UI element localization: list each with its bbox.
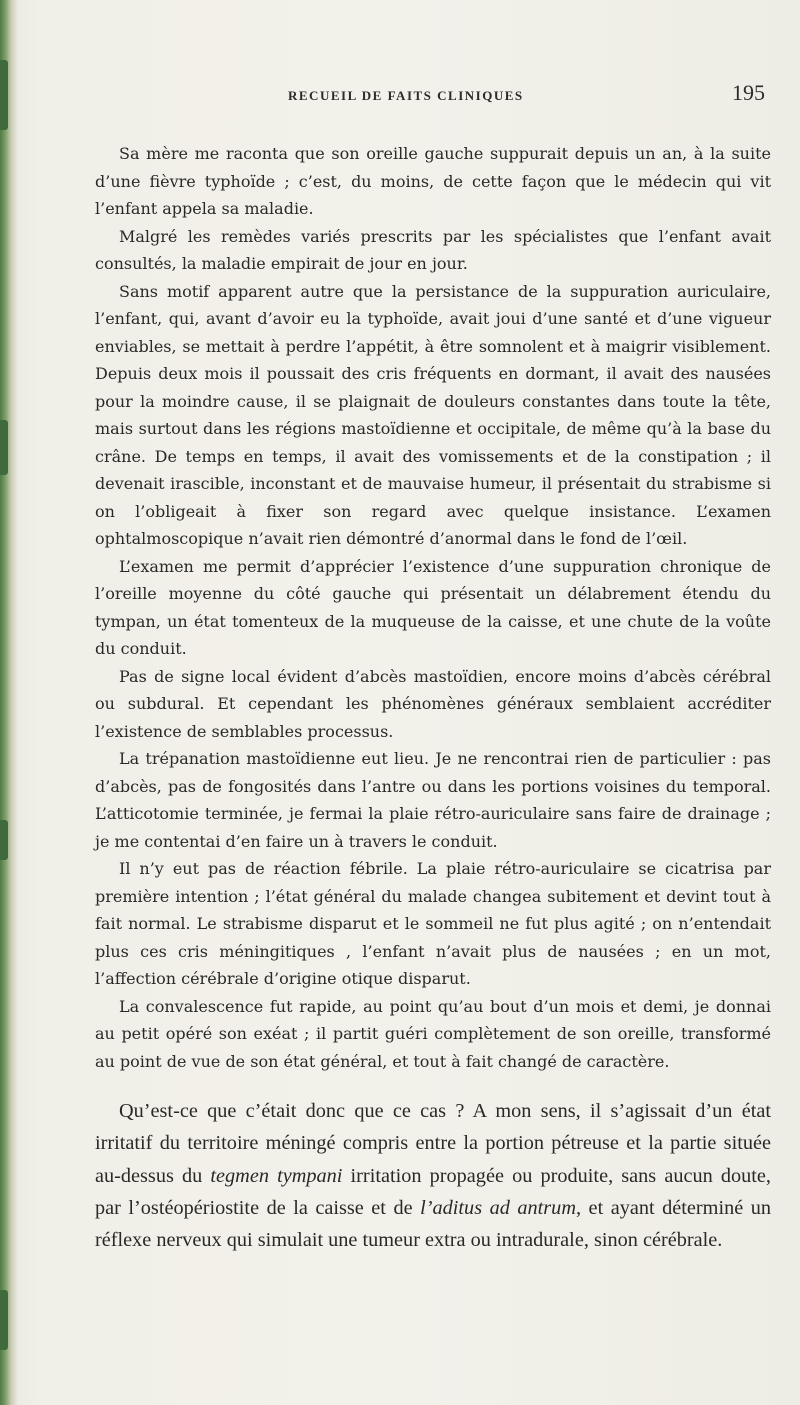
paragraph: La trépanation mastoïdienne eut lieu. Je ne rencontrai rien de particulier : pas d’abcès, pas de fongosités dans l’antre ou dans les portions voisines du temporal. L’atticotomie terminée, je fermai la plaie rétro-auriculaire sans faire de drainage ; je me contentai d’en faire un à travers le conduit. [95,749,771,851]
conclusion-paragraph [95,1095,771,1256]
conclusion-text: , et ayant déterminé un réflexe nerveux qui simulait une tumeur extra ou intradurale, sinon cérébrale. [95,1196,772,1252]
conclusion-text: Qu’est-ce que c’était donc que ce cas ? A mon sens, il s’agissait d’un état irritatif du territoire méningé compris entre la portion pétreuse et la partie située au-dessus du [95,1100,771,1187]
paragraph: La convalescence fut rapide, au point qu’au bout d’un mois et demi, je donnai au petit opéré son exéat ; il partit guéri complètement de son oreille, transformé au point de vue de son état général, et tout à fait changé de caractère. [95,996,771,1071]
paragraph: Il n’y eut pas de réaction fébrile. La plaie rétro-auriculaire se cicatrisa par première intention ; l’état général du malade changea subitement et devint tout à fait normal. Le strabisme disparut et le sommeil ne fut plus agité ; on n’entendait plus ces cris méningitiques , l’enfant n’avait plus de nausées ; en un mot, l’affection cérébrale d’origine otique disparut. [95,859,771,988]
page-header [95,80,771,110]
paragraph: Sans motif apparent autre que la persistance de la suppuration auriculaire, l’enfant, qui, avant d’avoir eu la typhoïde, avait joui d’une santé et d’une vigueur enviables, se mettait à perdre l’appétit, à être somnolent et à maigrir visiblement. Depuis deux mois il poussait des cris fréquents en dormant, il avait des nausées pour la moindre cause, il se plaignait de douleurs constantes dans toute la tête, mais surtout dans les régions mastoïdienne et occipitale, de même qu’à la base du crâne. De temps en temps, il avait des vomissements et de la constipation ; il devenait irascible, inconstant et de mauvaise humeur, il présentait du strabisme si on l’obligeait à fixer son regard avec quelque insistance. L’examen ophtalmoscopique n’avait rien démontré d’anormal dans le fond de l’œil. [95,281,771,548]
running-title: RECUEIL DE FAITS CLINIQUES [288,88,524,103]
conclusion-text: irritation propagée ou produite, sans aucun doute, par l’ostéopériostite de la caisse et de [95,1164,771,1219]
page-number: 195 [732,80,765,105]
binding-mark [0,1290,8,1350]
paragraph: Sa mère me raconta que son oreille gauche suppurait depuis un an, à la suite d’une fièvre typhoïde ; c’est, du moins, de cette façon que le médecin qui vit l’enfant appela sa maladie. [95,144,771,218]
paragraph: Pas de signe local évident d’abcès mastoïdien, encore moins d’abcès cérébral ou subdural. Et cependant les phénomènes généraux semblaient accréditer l’existence de semblables processus. [95,666,771,741]
binding-mark [0,420,8,475]
binding-edge [0,0,18,1405]
latin-term: tegmen tympani [210,1164,343,1187]
paragraph: L’examen me permit d’apprécier l’existence d’une suppuration chronique de l’oreille moyenne du côté gauche qui présentait un délabrement étendu du tympan, un état tomenteux de la muqueuse de la caisse, et une chute de la voûte du conduit. [95,556,771,658]
conclusion-section [95,1095,771,1256]
latin-term: l’aditus ad antrum [420,1196,576,1219]
binding-mark [0,820,8,860]
case-report-body [95,140,771,1075]
binding-mark [0,60,8,130]
paragraph: Malgré les remèdes variés prescrits par les spécialistes que l’enfant avait consultés, la maladie empirait de jour en jour. [95,226,771,273]
